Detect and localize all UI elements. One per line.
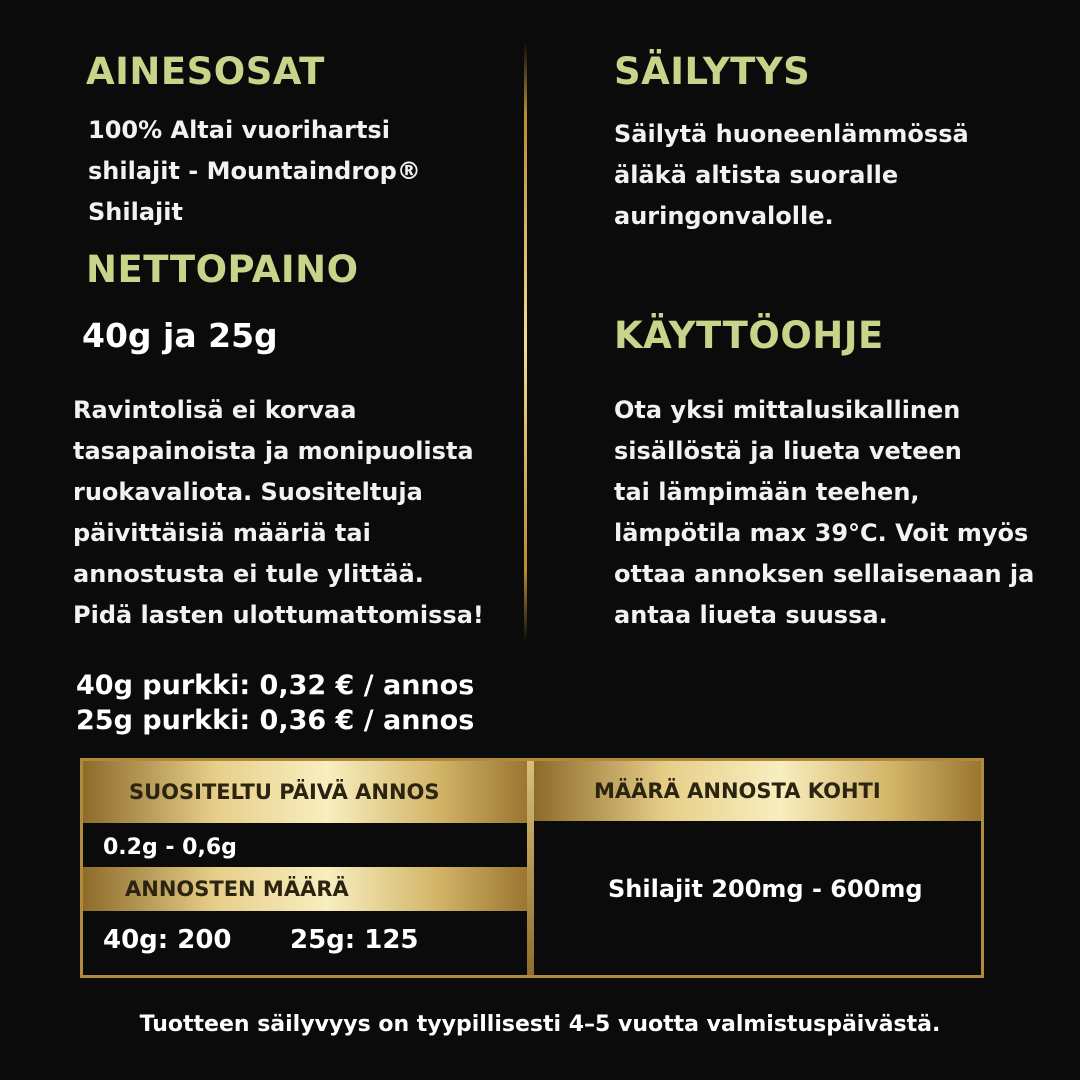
dosage-table <box>80 758 984 978</box>
daily-dose-header-label: SUOSITELTU PÄIVÄ ANNOS <box>129 780 440 804</box>
ingredients-heading: AINESOSAT <box>86 50 325 93</box>
gold-divider <box>524 42 527 642</box>
per-serving-header <box>534 761 981 821</box>
per-serving-value: Shilajit 200mg - 600mg <box>608 875 923 903</box>
table-column-separator <box>527 761 534 975</box>
supplement-notice: Ravintolisä ei korvaa tasapainoista ja monipuolista ruokavaliota. Suositeltuja päivittäisiä määriä tai annostusta ei tule ylittää. Pidä lasten ulottumattomissa! <box>73 396 484 629</box>
servings-header-label: ANNOSTEN MÄÄRÄ <box>125 877 349 901</box>
servings-25g: 25g: 125 <box>290 925 419 955</box>
storage-text: Säilytä huoneenlämmössä äläkä altista suoralle auringonvalolle. <box>614 120 969 230</box>
servings-40g: 40g: 200 <box>103 925 232 955</box>
daily-dose-value: 0.2g - 0,6g <box>103 835 237 860</box>
ingredients-text: 100% Altai vuorihartsi shilajit - Mountaindrop® Shilajit <box>88 116 421 226</box>
net-weight-heading: NETTOPAINO <box>86 248 359 291</box>
price-25g: 25g purkki: 0,36 € / annos <box>76 705 475 736</box>
shelf-life-note: Tuotteen säilyvyys on tyypillisesti 4–5 vuotta valmistuspäivästä. <box>139 1012 941 1037</box>
servings-header <box>83 867 527 911</box>
net-weight-value: 40g ja 25g <box>82 316 278 355</box>
price-40g: 40g purkki: 0,32 € / annos <box>76 670 475 701</box>
per-serving-header-label: MÄÄRÄ ANNOSTA KOHTI <box>594 779 881 803</box>
usage-heading: KÄYTTÖOHJE <box>614 314 884 357</box>
storage-heading: SÄILYTYS <box>614 50 811 93</box>
daily-dose-header <box>83 761 527 823</box>
usage-text: Ota yksi mittalusikallinen sisällöstä ja liueta veteen tai lämpimään teehen, lämpötila max 39°C. Voit myös ottaa annoksen sellaisenaan ja antaa liueta suussa. <box>614 396 1035 629</box>
